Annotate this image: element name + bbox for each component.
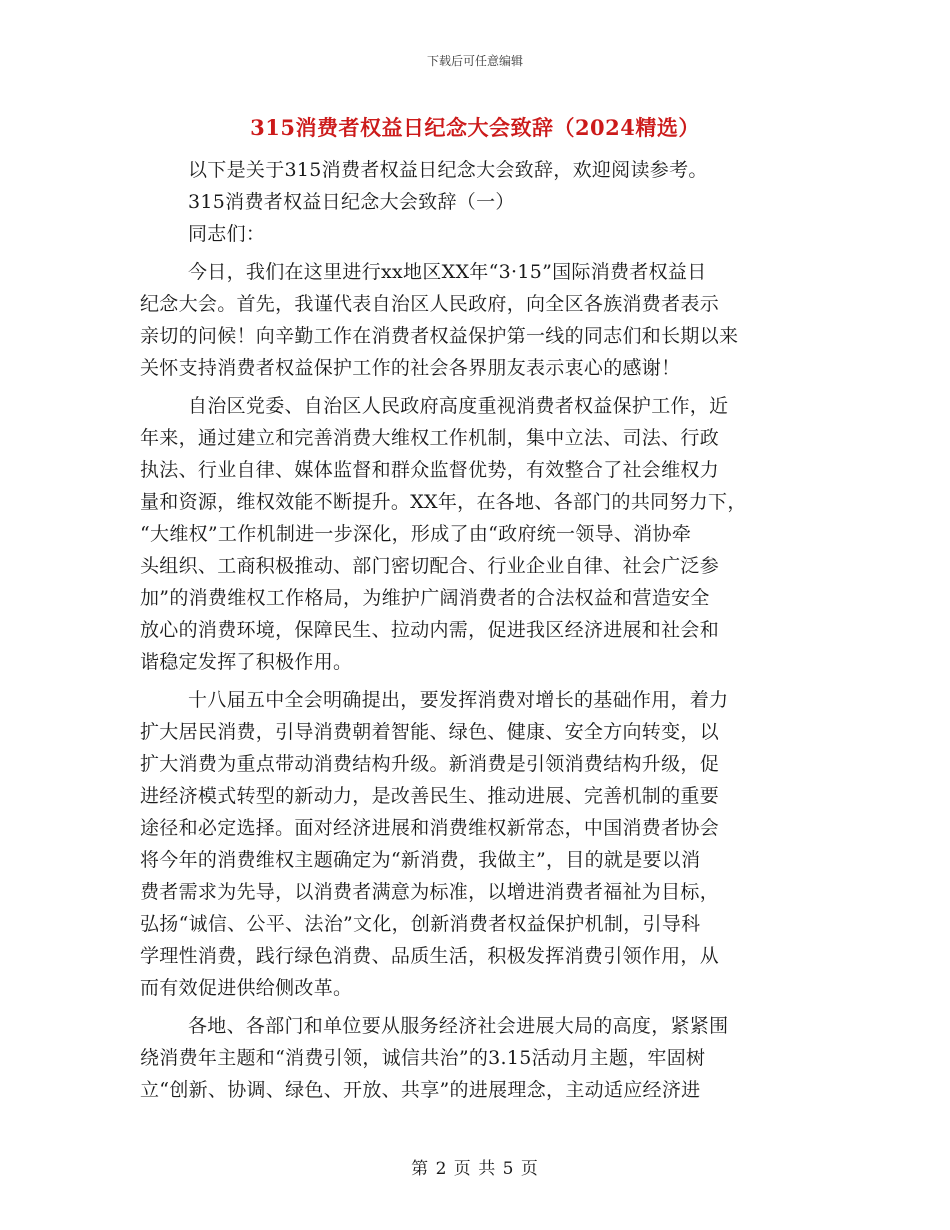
document-title: 315消费者权益日纪念大会致辞（2024精选）	[250, 115, 700, 140]
paragraph-line: 年来，通过建立和完善消费大维权工作机制，集中立法、司法、行政	[140, 427, 720, 449]
paragraph-line: 今日，我们在这里进行xx地区XX年“3·15”国际消费者权益日	[188, 261, 707, 283]
paragraph-line: 途径和必定选择。面对经济进展和消费维权新常态，中国消费者协会	[140, 817, 720, 839]
page-number: 第 2 页 共 5 页	[411, 1159, 539, 1179]
paragraph-line: 扩大居民消费，引导消费朝着智能、绿色、健康、安全方向转变，以	[140, 721, 720, 743]
paragraph-3	[140, 684, 812, 1004]
paragraph-line: 十八届五中全会明确提出，要发挥消费对增长的基础作用，着力	[188, 689, 729, 711]
paragraph-line: 头组织、工商积极推动、部门密切配合、行业企业自律、社会广泛参	[140, 555, 720, 577]
paragraph-line: 量和资源，维权效能不断提升。XX年，在各地、各部门的共同努力下，	[140, 491, 747, 513]
paragraph-line: 绕消费年主题和“消费引领，诚信共治”的3.15活动月主题，牢固树	[140, 1047, 706, 1069]
paragraph-line: 而有效促进供给侧改革。	[140, 977, 353, 999]
paragraph-line: 执法、行业自律、媒体监督和群众监督优势，有效整合了社会维权力	[140, 459, 720, 481]
paragraph-line: 各地、各部门和单位要从服务经济社会进展大局的高度，紧紧围	[188, 1015, 729, 1037]
paragraph-line: 自治区党委、自治区人民政府高度重视消费者权益保护工作，近	[188, 395, 729, 417]
header-note: 下载后可任意编辑	[426, 54, 523, 68]
paragraph-line: 加”的消费维权工作格局，为维护广阔消费者的合法权益和营造安全	[140, 587, 710, 609]
paragraph-4	[140, 1010, 812, 1106]
paragraph-line: 关怀支持消费者权益保护工作的社会各界朋友表示衷心的感谢！	[140, 357, 681, 379]
paragraph-line: 弘扬“诚信、公平、法治”文化，创新消费者权益保护机制，引导科	[140, 913, 701, 935]
intro-line: 以下是关于315消费者权益日纪念大会致辞，欢迎阅读参考。	[188, 159, 708, 181]
paragraph-1	[140, 256, 812, 384]
paragraph-line: 扩大消费为重点带动消费结构升级。新消费是引领消费结构升级，促	[140, 753, 720, 775]
section-subtitle: 315消费者权益日纪念大会致辞（一）	[188, 191, 515, 213]
paragraph-line: 学理性消费，践行绿色消费、品质生活，积极发挥消费引领作用，从	[140, 945, 720, 967]
paragraph-line: 亲切的问候！向辛勤工作在消费者权益保护第一线的同志们和长期以来	[140, 325, 739, 347]
paragraph-2	[140, 390, 812, 678]
paragraph-line: 纪念大会。首先，我谨代表自治区人民政府，向全区各族消费者表示	[140, 293, 720, 315]
paragraph-line: 进经济模式转型的新动力，是改善民生、推动进展、完善机制的重要	[140, 785, 720, 807]
salutation: 同志们：	[188, 223, 266, 245]
document-body	[140, 154, 812, 1106]
paragraph-line: 立“创新、协调、绿色、开放、共享”的进展理念，主动适应经济进	[140, 1079, 701, 1101]
paragraph-line: 将今年的消费维权主题确定为“新消费，我做主”，目的就是要以消	[140, 849, 701, 871]
paragraph-line: “大维权”工作机制进一步深化，形成了由“政府统一领导、消协牵	[140, 523, 692, 545]
paragraph-line: 费者需求为先导，以消费者满意为标准，以增进消费者福祉为目标，	[140, 881, 720, 903]
paragraph-line: 谐稳定发挥了积极作用。	[140, 651, 353, 673]
paragraph-line: 放心的消费环境，保障民生、拉动内需，促进我区经济进展和社会和	[140, 619, 720, 641]
